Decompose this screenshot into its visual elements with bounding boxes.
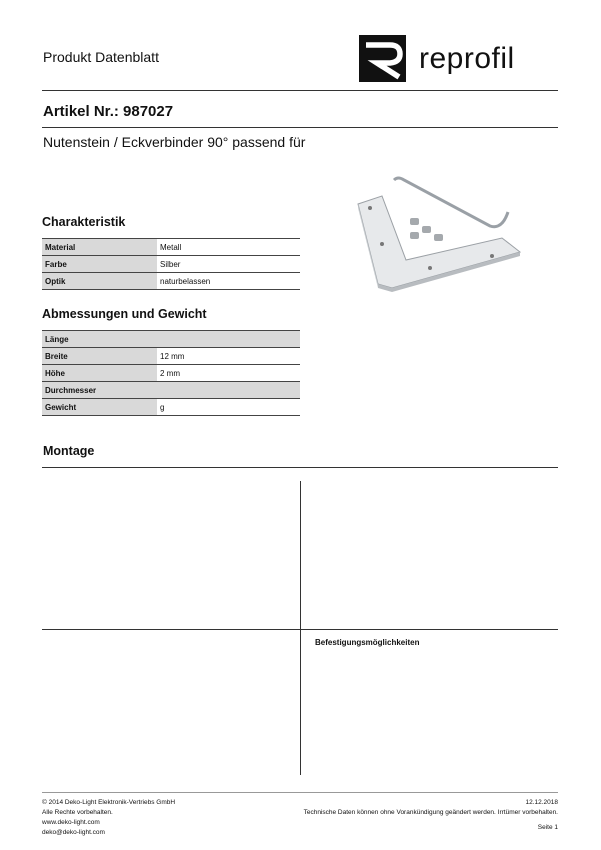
spec-value: 2 mm xyxy=(157,365,300,382)
spec-key: Höhe xyxy=(42,365,157,382)
spec-value xyxy=(157,382,300,399)
footer-left xyxy=(42,798,175,838)
spec-key: Durchmesser xyxy=(42,382,157,399)
montage-horizontal-divider xyxy=(42,629,558,630)
spec-key: Optik xyxy=(42,273,157,290)
spec-value: Metall xyxy=(157,239,300,256)
table-row xyxy=(42,273,300,290)
header-divider xyxy=(42,90,558,91)
spec-value: naturbelassen xyxy=(157,273,300,290)
spec-key: Farbe xyxy=(42,256,157,273)
table-row xyxy=(42,382,300,399)
reprofil-logo-mark xyxy=(359,35,559,83)
spec-value: 12 mm xyxy=(157,348,300,365)
spec-value xyxy=(157,331,300,348)
footer-website-link[interactable]: www.deko-light.com xyxy=(42,819,100,826)
dimensions-title: Abmessungen und Gewicht xyxy=(42,307,207,321)
table-row xyxy=(42,239,300,256)
footer-date: 12.12.2018 xyxy=(525,799,558,806)
footer-divider xyxy=(42,792,558,793)
spec-key: Gewicht xyxy=(42,399,157,416)
brand-logo xyxy=(359,35,559,83)
montage-divider xyxy=(42,467,558,468)
characteristics-table xyxy=(42,238,300,290)
table-row xyxy=(42,365,300,382)
montage-vertical-divider xyxy=(300,481,301,775)
characteristics-title: Charakteristik xyxy=(42,215,126,229)
brand-name: reprofil xyxy=(419,42,515,75)
footer-disclaimer: Technische Daten können ohne Vorankündigung geändert werden. Irrtümer vorbehalten. xyxy=(303,809,558,816)
footer-rights: Alle Rechte vorbehalten. xyxy=(42,809,113,816)
montage-title: Montage xyxy=(43,444,95,458)
spec-key: Länge xyxy=(42,331,157,348)
table-row xyxy=(42,256,300,273)
footer-right xyxy=(304,798,558,833)
table-row xyxy=(42,331,300,348)
footer-email-link[interactable]: deko@deko-light.com xyxy=(42,829,105,836)
product-image xyxy=(352,172,524,298)
product-name: Nutenstein / Eckverbinder 90° passend für xyxy=(43,134,306,150)
table-row xyxy=(42,399,300,416)
spec-value: g xyxy=(157,399,300,416)
article-number: Artikel Nr.: 987027 xyxy=(43,103,174,120)
mounting-options-label: Befestigungsmöglichkeiten xyxy=(315,638,420,647)
document-title: Produkt Datenblatt xyxy=(43,49,159,65)
article-divider xyxy=(42,127,558,128)
spec-value: Silber xyxy=(157,256,300,273)
footer-copyright: © 2014 Deko-Light Elektronik-Vertriebs GmbH xyxy=(42,799,176,806)
dimensions-table xyxy=(42,330,300,416)
table-row xyxy=(42,348,300,365)
page-number: Seite 1 xyxy=(537,824,558,831)
spec-key: Breite xyxy=(42,348,157,365)
spec-key: Material xyxy=(42,239,157,256)
